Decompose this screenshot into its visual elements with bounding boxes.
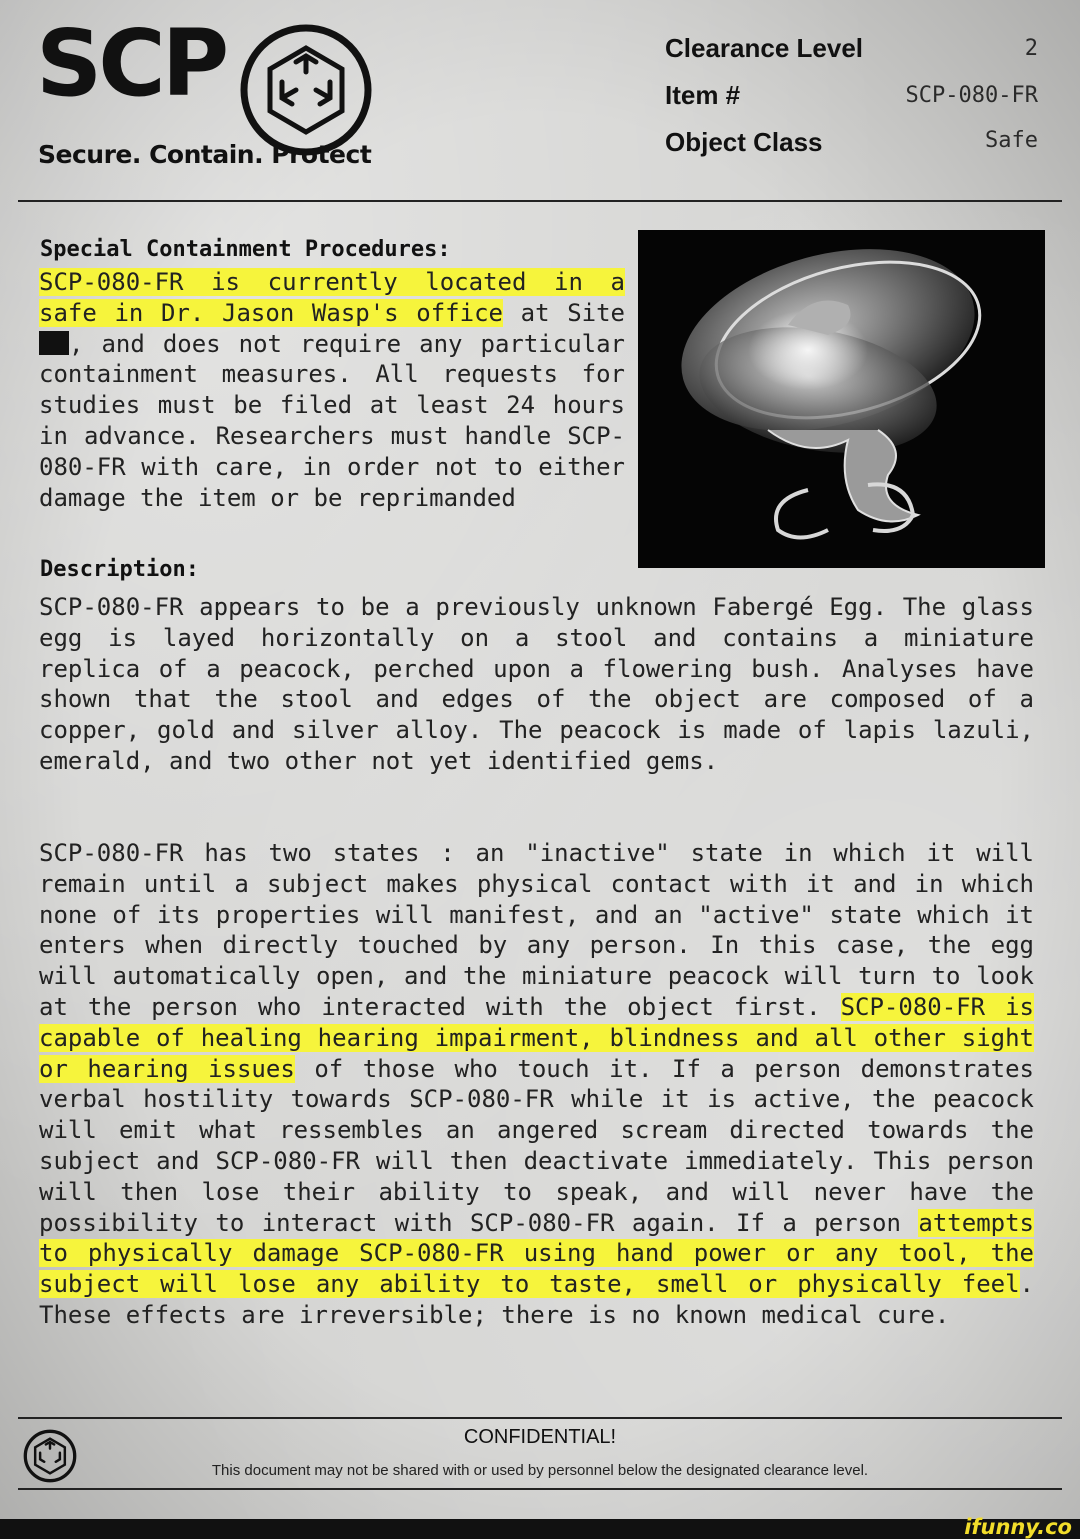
description-text-part: SCP-080-FR has two states : an "inactive" state in which it will remain until a subject makes physical contact with it and in which none of its properties will manifest, and an "active" state which it enters when directly touched by any person. In this case, the egg will automatically open, and the miniature peacock will turn to look at the person who interacted with the object first.: [39, 839, 1034, 1021]
clearance-notice: This document may not be shared with or used by personnel below the designated clearance level.: [211, 1462, 869, 1479]
containment-text-part: at Site: [502, 298, 625, 327]
watermark-bar: [0, 1519, 1080, 1539]
object-class-value: Safe: [985, 128, 1038, 153]
header-divider: [18, 200, 1062, 202]
healing-highlight: SCP-080-FR is capable of healing hearing impairment, blindness and all other sight or hearing issues: [39, 992, 1034, 1083]
description-paragraph-2: [39, 838, 1034, 1331]
ifunny-watermark: ifunny.co: [964, 1515, 1072, 1539]
description-heading: Description:: [40, 557, 199, 582]
item-label: Item #: [665, 80, 741, 110]
containment-text: [39, 267, 625, 513]
item-value: SCP-080-FR: [905, 83, 1038, 108]
containment-text-part: , and does not require any particular containment measures. All requests for studies must be filed at least 24 hours in advance. Researchers must handle SCP-080-FR with care, in order not to either damage the item or be reprimanded: [39, 329, 625, 512]
containment-highlight: SCP-080-FR is currently located in a safe in Dr. Jason Wasp's office: [39, 268, 625, 327]
redaction-bar: [39, 331, 69, 355]
description-paragraph-1: SCP-080-FR appears to be a previously unknown Fabergé Egg. The glass egg is layed horizontally on a stool and contains a miniature replica of a peacock, perched upon a flowering bush. Analyses have shown that the stool and edges of the object are composed of a copper, gold and silver alloy. The peacock is made of lapis lazuli, emerald, and two other not yet identified gems.: [39, 593, 1034, 775]
footer-top-divider: [18, 1417, 1062, 1419]
tagline: Secure. Contain. Protect: [38, 140, 372, 169]
containment-heading: Special Containment Procedures:: [40, 237, 451, 262]
clearance-label: Clearance Level: [665, 33, 864, 63]
scp-logo-text: SCP: [36, 10, 226, 117]
clearance-value: 2: [1024, 36, 1038, 61]
description-text-part: of those who touch it. If a person demonstrates verbal hostility towards SCP-080-FR while it is active, the peacock will emit what ressembles an angered scream directed towards the subject and SCP-080-FR will then deactivate immediately. This person will then lose their ability to speak, and will never have the possibility to interact with SCP-080-FR again. If a person: [39, 1054, 1035, 1237]
object-class-label: Object Class: [665, 127, 823, 157]
footer-bottom-divider: [18, 1488, 1062, 1490]
confidential-label: CONFIDENTIAL!: [463, 1426, 617, 1448]
description-text-part: . These effects are irreversible; there is no known medical cure.: [39, 1270, 1034, 1329]
faberge-egg-image: [638, 230, 1045, 568]
scp-emblem-icon: [238, 22, 374, 158]
damage-highlight: attempts to physically damage SCP-080-FR using hand power or any tool, the subject will lose any ability to taste, smell or physically feel: [39, 1208, 1034, 1299]
